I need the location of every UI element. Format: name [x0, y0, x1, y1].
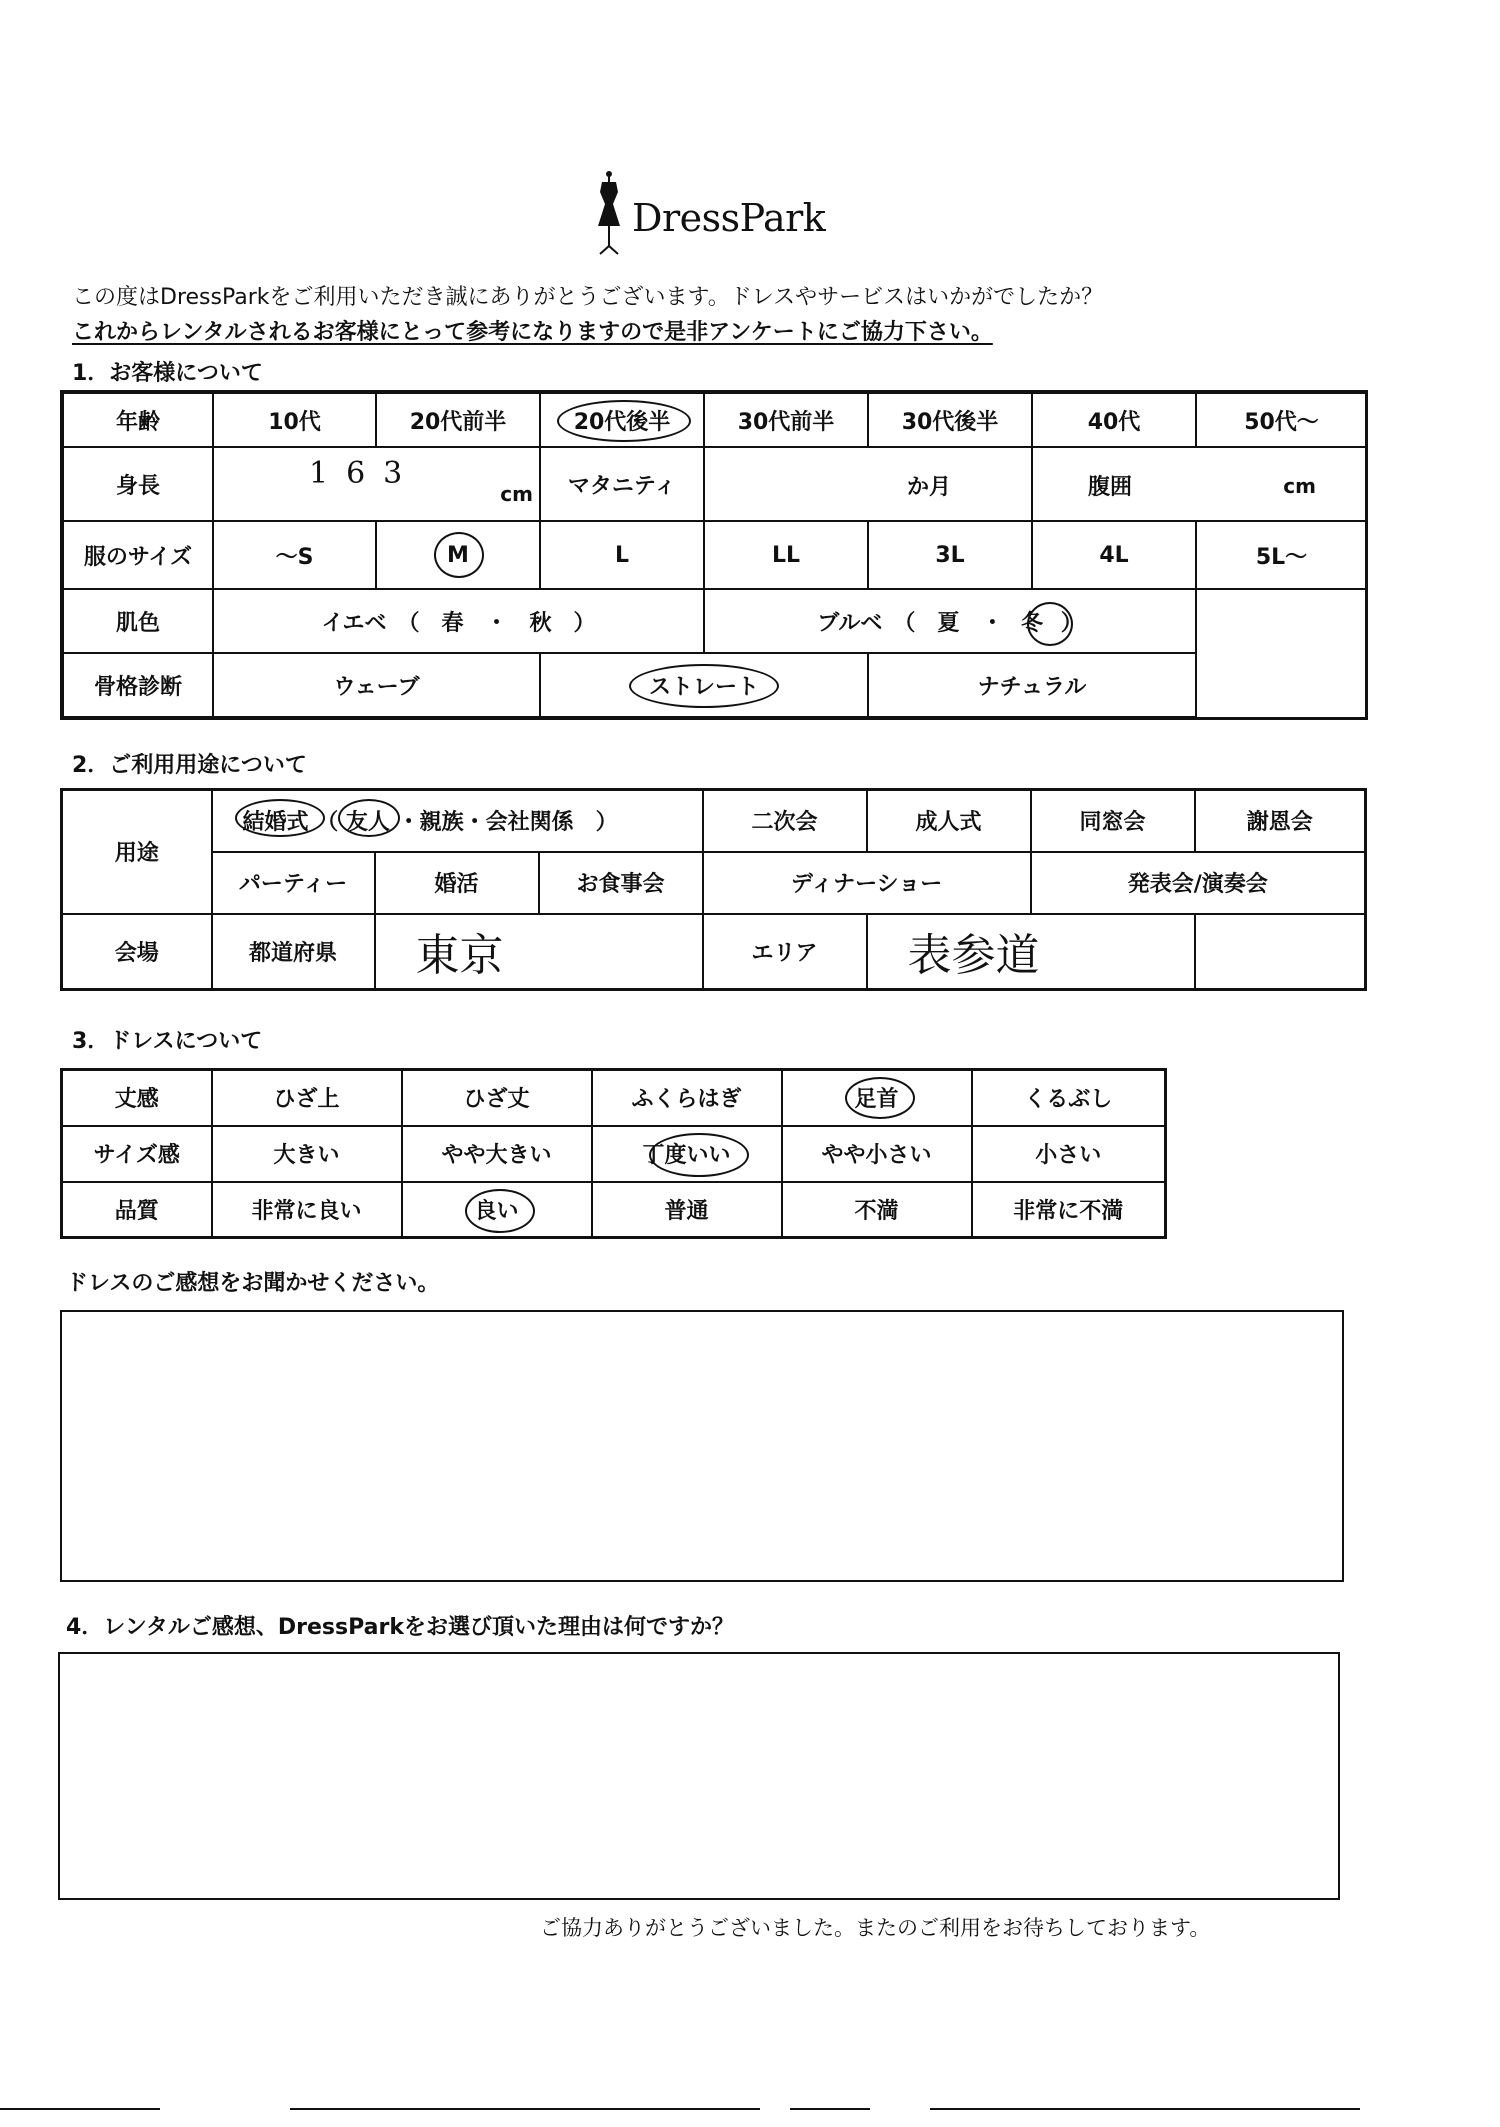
size-option-selected[interactable]	[376, 521, 540, 589]
age-option[interactable]: 10代	[213, 393, 376, 447]
quality-row	[62, 1182, 1166, 1238]
size-row	[63, 521, 1367, 589]
venue-row	[62, 914, 1366, 990]
purpose-label: 用途	[62, 790, 212, 914]
purpose-option[interactable]: パーティー	[212, 852, 375, 914]
frame-row	[63, 653, 1367, 717]
size-option[interactable]: 3L	[868, 521, 1032, 589]
fit-row	[62, 1126, 1166, 1182]
quality-option-label: 良い	[474, 1198, 519, 1224]
waist-label: 腹囲	[1088, 475, 1133, 500]
purpose-option[interactable]: ディナーショー	[703, 852, 1031, 914]
length-option[interactable]: ふくらはぎ	[592, 1070, 782, 1126]
dress-comment-prompt: ドレスのご感想をお聞かせください。	[66, 1271, 440, 1296]
size-option-label: M	[447, 542, 469, 568]
brand-logo-text: DressPark	[632, 196, 826, 240]
purpose-row-1	[62, 790, 1366, 852]
quality-option[interactable]: 不満	[782, 1182, 972, 1238]
scan-edge-mark	[290, 2108, 760, 2110]
empty-cell	[1196, 589, 1367, 653]
length-option[interactable]: くるぶし	[972, 1070, 1166, 1126]
area-field[interactable]	[867, 914, 1195, 990]
size-option[interactable]: LL	[704, 521, 868, 589]
intro-line-1: この度はDressParkをご利用いただき誠にありがとうございます。ドレスやサービスはいかがでしたか？	[72, 285, 1104, 310]
skin-blue-option[interactable]	[704, 589, 1196, 653]
purpose-option[interactable]: 二次会	[703, 790, 867, 852]
age-option[interactable]: 50代～	[1196, 393, 1367, 447]
skin-yellow-option[interactable]: イエベ （ 春 ・ 秋 ）	[213, 589, 704, 653]
maternity-label: マタニティ	[540, 447, 704, 521]
skin-blue-suffix: ）	[1060, 610, 1083, 636]
purpose-option[interactable]: 婚活	[375, 852, 539, 914]
frame-label: 骨格診断	[63, 653, 213, 717]
skin-label: 肌色	[63, 589, 213, 653]
fit-option-selected[interactable]	[592, 1126, 782, 1182]
length-option[interactable]: ひざ上	[212, 1070, 402, 1126]
quality-label: 品質	[62, 1182, 212, 1238]
length-option-selected[interactable]	[782, 1070, 972, 1126]
purpose-table	[60, 788, 1367, 991]
height-value: 163	[309, 456, 421, 491]
dress-comment-box[interactable]	[60, 1310, 1344, 1582]
wedding-main: 結婚式	[242, 810, 309, 836]
length-row	[62, 1070, 1166, 1126]
age-option[interactable]: 30代前半	[704, 393, 868, 447]
dress-form-icon	[596, 170, 622, 256]
fit-label: サイズ感	[62, 1126, 212, 1182]
size-option[interactable]: 4L	[1032, 521, 1196, 589]
customer-table	[62, 392, 1368, 718]
fit-option[interactable]: やや大きい	[402, 1126, 592, 1182]
height-field[interactable]	[213, 447, 540, 521]
height-unit: cm	[500, 482, 533, 506]
purpose-option[interactable]: 同窓会	[1031, 790, 1195, 852]
wedding-paren-open: （	[316, 810, 339, 836]
area-value: 表参道	[907, 930, 1040, 982]
age-option[interactable]: 30代後半	[868, 393, 1032, 447]
waist-unit: cm	[1283, 474, 1316, 498]
section-4-title: 4．レンタルご感想、DressParkをお選び頂いた理由は何ですか？	[66, 1615, 734, 1640]
purpose-row-2	[62, 852, 1366, 914]
wedding-friend: 友人	[345, 810, 390, 836]
fit-option-label: 丁度いい	[642, 1143, 731, 1168]
area-label: エリア	[703, 914, 867, 990]
skin-blue-prefix: ブルベ （ 夏 ・	[817, 610, 1004, 636]
length-option-label: 足首	[854, 1087, 899, 1113]
section-1-title: 1．お客様について	[72, 361, 263, 386]
quality-option[interactable]: 非常に良い	[212, 1182, 402, 1238]
frame-option[interactable]: ウェーブ	[213, 653, 540, 717]
purpose-option[interactable]: 謝恩会	[1195, 790, 1366, 852]
quality-option-selected[interactable]	[402, 1182, 592, 1238]
size-option[interactable]: 5L～	[1196, 521, 1367, 589]
section-3-title: 3．ドレスについて	[72, 1029, 263, 1054]
venue-label: 会場	[62, 914, 212, 990]
quality-option[interactable]: 非常に不満	[972, 1182, 1166, 1238]
fit-option[interactable]: 小さい	[972, 1126, 1166, 1182]
months-unit: か月	[906, 475, 951, 500]
scan-edge-mark	[790, 2108, 870, 2110]
age-option[interactable]: 20代前半	[376, 393, 540, 447]
height-row	[63, 447, 1367, 521]
footer-thanks: ご協力ありがとうございました。またのご利用をお待ちしております。	[540, 1916, 1211, 1940]
wedding-main-wrap	[243, 805, 309, 836]
reason-answer-box[interactable]	[58, 1652, 1340, 1900]
height-label: 身長	[63, 447, 213, 521]
empty-cell	[1195, 914, 1366, 990]
age-option[interactable]: 40代	[1032, 393, 1196, 447]
intro-line-2: これからレンタルされるお客様にとって参考になりますので是非アンケートにご協力下さい。	[72, 320, 993, 345]
length-label: 丈感	[62, 1070, 212, 1126]
scan-edge-mark	[0, 2108, 160, 2110]
purpose-option[interactable]: お食事会	[539, 852, 703, 914]
section-2-title: 2．ご利用用途について	[72, 753, 307, 778]
wedding-option[interactable]	[212, 790, 703, 852]
purpose-option[interactable]: 発表会/演奏会	[1031, 852, 1366, 914]
quality-option[interactable]: 普通	[592, 1182, 782, 1238]
skin-row	[63, 589, 1367, 653]
size-option[interactable]: L	[540, 521, 704, 589]
scan-edge-mark	[930, 2108, 1360, 2110]
age-option-selected[interactable]	[540, 393, 704, 447]
prefecture-value: 東京	[415, 930, 504, 982]
empty-cell	[1196, 653, 1367, 717]
size-label: 服のサイズ	[63, 521, 213, 589]
frame-option-label: ストレート	[648, 674, 759, 700]
prefecture-label: 都道府県	[212, 914, 375, 990]
dress-table	[60, 1068, 1167, 1239]
skin-blue-winter: 冬	[1021, 610, 1044, 636]
maternity-months-field[interactable]	[704, 447, 1032, 521]
fit-option[interactable]: 大きい	[212, 1126, 402, 1182]
waist-field[interactable]	[1032, 447, 1367, 521]
frame-option-selected[interactable]	[540, 653, 868, 717]
length-option[interactable]: ひざ丈	[402, 1070, 592, 1126]
purpose-option[interactable]: 成人式	[867, 790, 1031, 852]
size-option[interactable]: ～S	[213, 521, 376, 589]
prefecture-field[interactable]	[375, 914, 703, 990]
wedding-friend-wrap	[346, 805, 390, 836]
fit-option[interactable]: やや小さい	[782, 1126, 972, 1182]
age-option-label: 20代後半	[573, 409, 671, 435]
age-label: 年齢	[63, 393, 213, 447]
wedding-rest: ・親族・会社関係 ）	[397, 810, 618, 836]
age-row	[63, 393, 1367, 447]
frame-option[interactable]: ナチュラル	[868, 653, 1196, 717]
